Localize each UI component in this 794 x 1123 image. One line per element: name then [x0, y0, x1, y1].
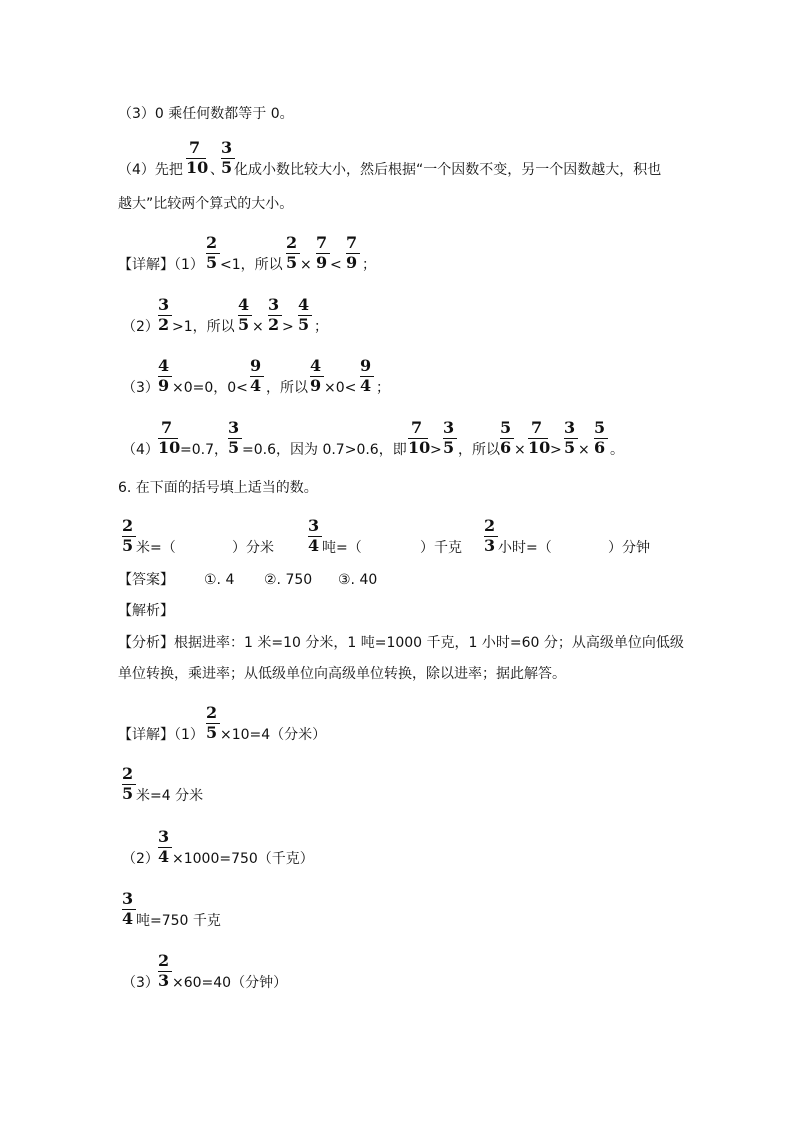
numerator: 9	[360, 356, 372, 375]
denominator: 9	[346, 253, 358, 272]
text: （2）	[122, 851, 159, 867]
text: ；	[314, 319, 328, 335]
denominator: 9	[316, 253, 328, 272]
fraction	[122, 518, 136, 558]
fraction	[228, 420, 242, 460]
text: ）千克	[420, 540, 462, 556]
text-line: （3）0 乘任何数都等于 0。	[118, 106, 294, 122]
text-line: 【分析】根据进率：1 米=10 分米，1 吨=1000 千克，1 小时=60 分；从高级单位向低级	[118, 635, 684, 651]
fraction	[360, 358, 374, 398]
fraction	[346, 235, 360, 275]
fraction	[158, 829, 172, 869]
numerator: 9	[250, 356, 262, 375]
denominator: 6	[594, 438, 606, 457]
numerator: 7	[531, 418, 543, 437]
fraction	[500, 420, 514, 460]
fraction	[316, 235, 330, 275]
text: >	[282, 319, 294, 335]
denominator: 2	[268, 315, 280, 334]
numerator: 2	[484, 516, 496, 535]
denominator: 10	[158, 438, 181, 457]
denominator: 4	[158, 847, 170, 866]
denominator: 4	[250, 376, 262, 395]
numerator: 2	[206, 233, 218, 252]
numerator: 3	[158, 295, 170, 314]
answer-label: 【答案】	[118, 572, 174, 588]
text: ；	[376, 380, 390, 396]
denominator: 5	[564, 438, 576, 457]
text: ；	[362, 257, 376, 273]
text: ×	[300, 257, 312, 273]
text-line: 越大”比较两个算式的大小。	[118, 196, 294, 212]
text: ×0=0，0<	[172, 380, 248, 396]
text: ）分钟	[608, 540, 650, 556]
numerator: 3	[443, 418, 455, 437]
numerator: 7	[161, 418, 173, 437]
numerator: 4	[158, 356, 170, 375]
text-line: 单位转换，乘进率；从低级单位向高级单位转换，除以进率；据此解答。	[118, 666, 566, 682]
text: （3）	[122, 975, 159, 991]
fraction	[158, 297, 172, 337]
numerator: 3	[122, 889, 134, 908]
text: ×0<	[324, 380, 357, 396]
numerator: 2	[206, 703, 218, 722]
fraction	[206, 705, 220, 745]
text: （4）	[122, 442, 159, 458]
text: <	[330, 257, 342, 273]
numerator: 2	[286, 233, 298, 252]
fraction	[122, 766, 136, 806]
denominator: 10	[408, 438, 431, 457]
numerator: 5	[500, 418, 512, 437]
fraction	[298, 297, 312, 337]
fraction	[206, 235, 220, 275]
fraction	[186, 138, 209, 180]
fraction	[308, 518, 322, 558]
text: ×	[578, 442, 590, 458]
fraction	[158, 953, 172, 993]
denominator: 5	[206, 253, 218, 272]
fraction	[250, 358, 264, 398]
text: 米=（	[136, 540, 176, 556]
question-title: 6. 在下面的括号填上适当的数。	[118, 480, 318, 496]
text: 吨=（	[322, 540, 362, 556]
numerator: 2	[122, 764, 134, 783]
text: 【详解】（1）	[118, 727, 204, 743]
numerator: 7	[346, 233, 358, 252]
numerator: 3	[268, 295, 280, 314]
text: ，所以	[458, 442, 500, 458]
text: ×	[514, 442, 526, 458]
denominator: 5	[122, 784, 134, 803]
text: （3）	[122, 380, 159, 396]
text: =0.7，	[180, 442, 228, 458]
numerator: 4	[298, 295, 310, 314]
text: ×10=4（分米）	[220, 727, 327, 743]
text: ，所以	[266, 380, 308, 396]
text: 、	[210, 162, 224, 178]
text: 米=4 分米	[136, 788, 204, 804]
numerator: 7	[316, 233, 328, 252]
fraction	[221, 140, 235, 180]
text: ×60=40（分钟）	[172, 975, 288, 991]
text: （4）先把	[118, 162, 183, 178]
denominator: 5	[221, 158, 233, 177]
fraction	[484, 518, 498, 558]
numerator: 4	[238, 295, 250, 314]
denominator: 5	[122, 536, 134, 555]
numerator: 3	[308, 516, 320, 535]
denominator: 6	[500, 438, 512, 457]
fraction	[408, 418, 431, 460]
text: >	[430, 442, 442, 458]
text: >1，所以	[172, 319, 235, 335]
text: <1，所以	[220, 257, 283, 273]
denominator: 5	[206, 723, 218, 742]
fraction	[564, 420, 578, 460]
denominator: 3	[158, 971, 170, 990]
text: ×	[252, 319, 264, 335]
denominator: 9	[158, 376, 170, 395]
fraction	[158, 358, 172, 398]
denominator: 9	[310, 376, 322, 395]
text: 。	[610, 442, 624, 458]
numerator: 2	[158, 951, 170, 970]
fraction	[158, 418, 181, 460]
answer-value: ②. 750	[264, 572, 313, 588]
denominator: 10	[186, 158, 209, 177]
denominator: 5	[443, 438, 455, 457]
numerator: 5	[594, 418, 606, 437]
numerator: 3	[158, 827, 170, 846]
denominator: 2	[158, 315, 170, 334]
answer-value: ③. 40	[338, 572, 378, 588]
text: ）分米	[232, 540, 274, 556]
fraction	[528, 418, 551, 460]
section-label: 【解析】	[118, 603, 174, 619]
text: 化成小数比较大小，然后根据“一个因数不变，另一个因数越大，积也	[234, 162, 662, 178]
text: >	[550, 442, 562, 458]
fraction	[443, 420, 457, 460]
text: 小时=（	[498, 540, 552, 556]
denominator: 5	[298, 315, 310, 334]
answer-value: ①. 4	[204, 572, 235, 588]
numerator: 2	[122, 516, 134, 535]
numerator: 3	[564, 418, 576, 437]
text: =0.6，因为 0.7>0.6，即	[242, 442, 407, 458]
numerator: 7	[189, 138, 201, 157]
numerator: 3	[228, 418, 240, 437]
denominator: 4	[122, 909, 134, 928]
answer-line	[118, 572, 418, 588]
numerator: 7	[411, 418, 423, 437]
text: 【详解】（1）	[118, 257, 204, 273]
numerator: 4	[310, 356, 322, 375]
fraction	[594, 420, 608, 460]
text: （2）	[122, 319, 159, 335]
denominator: 4	[360, 376, 372, 395]
denominator: 5	[286, 253, 298, 272]
text: ×1000=750（千克）	[172, 851, 314, 867]
text: 吨=750 千克	[136, 913, 221, 929]
denominator: 4	[308, 536, 320, 555]
numerator: 3	[221, 138, 233, 157]
fraction	[268, 297, 282, 337]
fraction	[238, 297, 252, 337]
denominator: 10	[528, 438, 551, 457]
fraction	[122, 891, 136, 931]
denominator: 5	[238, 315, 250, 334]
fraction	[310, 358, 324, 398]
denominator: 3	[484, 536, 496, 555]
denominator: 5	[228, 438, 240, 457]
fraction	[286, 235, 300, 275]
